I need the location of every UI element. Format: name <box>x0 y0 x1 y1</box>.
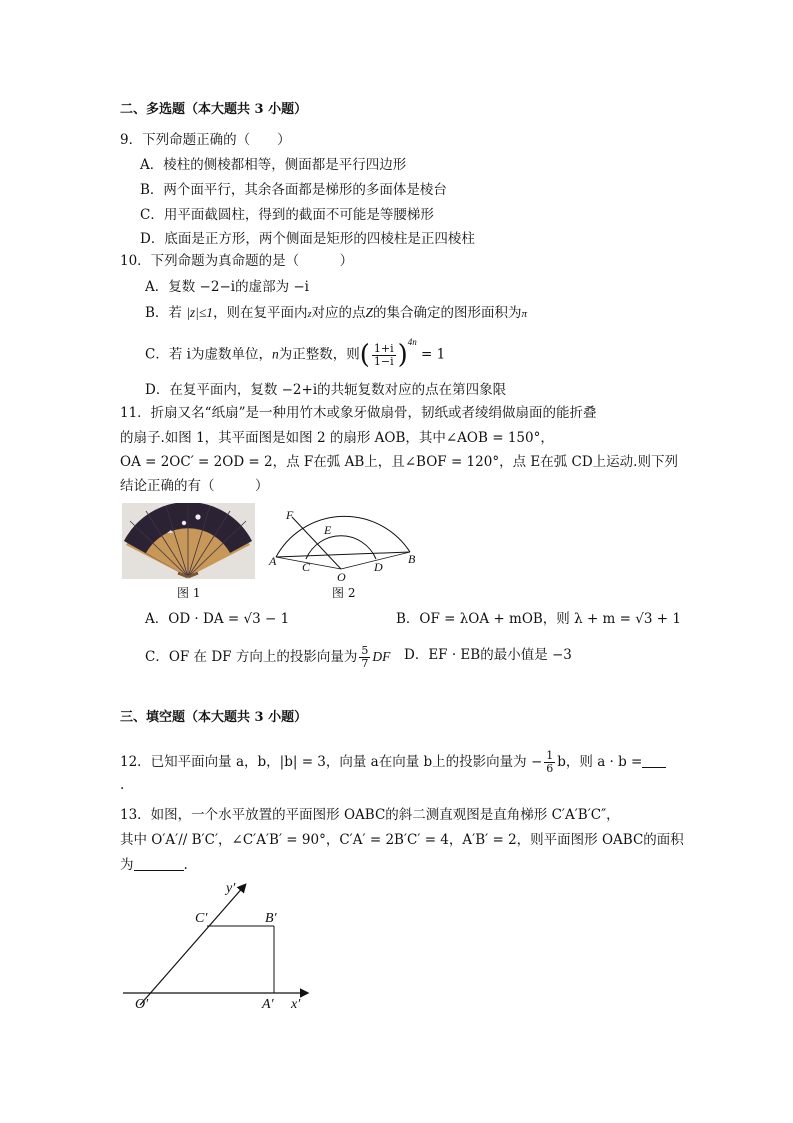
trapezoid-diagram <box>115 875 315 1015</box>
q13-line3 <box>120 855 188 875</box>
q11-option-a: A．OD · DA = √3 − 1 <box>145 611 290 627</box>
q11-c-df: DF <box>372 649 391 664</box>
q10-c-text2: 为正整数，则 <box>278 346 360 363</box>
q13-answer-blank[interactable] <box>134 856 184 871</box>
q12-text1: 12．已知平面向量 a，b，|b| = 3，向量 a在向量 b上的投影向量为 − <box>120 754 543 770</box>
q10-b-pi: π <box>521 308 527 320</box>
label-A: A <box>269 554 277 568</box>
q11-c-fraction: $\frac{5}{7}$ <box>361 644 369 670</box>
q10-option-d: D．在复平面内，复数 −2+i的共轭复数对应的点在第四象限 <box>145 382 507 398</box>
q10-option-c <box>145 337 446 370</box>
q9-option-b: B．两个面平行，其余各面都是梯形的多面体是棱台 <box>140 182 447 198</box>
q10-c-lparen: ( <box>359 340 370 370</box>
q10-b-text3: 对应的点 <box>311 305 366 321</box>
q13-period: . <box>183 857 188 873</box>
q11-line4: 结论正确的有（ ） <box>120 478 269 494</box>
chord-ab <box>276 552 410 557</box>
y-axis <box>140 885 245 1005</box>
q11-option-b: B．OF = λOA + mOB，则 λ + m = √3 + 1 <box>396 611 681 627</box>
q9-option-a: A．棱柱的侧棱都相等，侧面都是平行四边形 <box>140 157 407 173</box>
q10-c-text1: C．若 i为虚数单位， <box>145 346 272 363</box>
section-title-multiple-choice: 二、多选题（本大题共 3 小题） <box>120 102 308 117</box>
q11-option-d: D．EF · EB的最小值是 −3 <box>404 647 572 663</box>
label-o-prime: O′ <box>135 997 149 1012</box>
q10-option-b <box>145 303 527 325</box>
label-x-prime: x′ <box>291 997 301 1012</box>
q13-text: 为 <box>120 857 134 873</box>
sector-diagram <box>266 497 426 597</box>
q10-b-Z: Z <box>365 305 373 320</box>
q10-c-fraction: $\frac{1+i}{1-i}$ <box>373 341 394 368</box>
q11-line3: OA = 2OC′ = 2OD = 2，点 F在弧 AB上，且∠BOF = 120°，点 E在弧 CD上运动.则下列 <box>120 454 678 470</box>
q10-b-text4: 的集合确定的图形面积为 <box>372 305 522 321</box>
label-D: D <box>374 560 383 574</box>
section-title-fill-in: 三、填空题（本大题共 3 小题） <box>120 710 308 725</box>
label-O: O <box>337 570 346 584</box>
q10-stem: 10．下列命题为真命题的是（ ） <box>120 253 354 269</box>
q10-option-a: A．复数 −2−i的虚部为 −i <box>145 279 309 295</box>
q10-b-abs-z: |z|≤1 <box>186 305 214 320</box>
q9-stem: 9．下列命题正确的（ ） <box>120 132 291 148</box>
q9-option-c: C．用平面截圆柱，得到的截面不可能是等腰梯形 <box>140 207 434 223</box>
label-C: C <box>302 560 311 574</box>
q10-c-eq: = 1 <box>421 346 446 363</box>
q9-option-d: D．底面是正方形，两个侧面是矩形的四棱柱是正四棱柱 <box>140 231 475 247</box>
arc-ab <box>276 516 410 557</box>
q10-b-text1: B．若 <box>145 305 187 321</box>
label-b-prime: B′ <box>265 911 277 926</box>
figure-1-caption: 图 1 <box>177 586 201 600</box>
label-c-prime: C′ <box>195 911 208 926</box>
q11-line1: 11．折扇又名“纸扇”是一种用竹木或象牙做扇骨，韧纸或者绫绢做扇面的能折叠 <box>120 405 597 421</box>
label-F: F <box>286 508 294 522</box>
q12-line1 <box>120 750 666 775</box>
label-y-prime: y′ <box>226 881 236 896</box>
q12-answer-blank[interactable] <box>642 753 666 768</box>
folding-fan-photo <box>122 503 255 579</box>
label-a-prime: A′ <box>262 997 274 1012</box>
label-B: B <box>408 552 416 566</box>
q10-b-text2: ，则在复平面内 <box>213 305 308 321</box>
q12-text2: b，则 a · b = <box>557 754 643 770</box>
figure-2-caption: 图 2 <box>332 586 356 600</box>
q11-c-text: C．OF 在 DF 方向上的投影向量为 <box>145 649 358 665</box>
q10-b-z: z <box>307 309 312 320</box>
q10-c-rparen: ) <box>397 340 408 370</box>
q10-c-exponent: 4n <box>407 337 417 347</box>
q13-line2: 其中 O′A′// B′C′，∠C′A′B′ = 90°，C′A′ = 2B′C′ = 4，A′B′ = 2，则平面图形 OABC的面积 <box>120 832 684 848</box>
q12-fraction: $\frac{1}{6}$ <box>546 749 554 775</box>
q11-line2: 的扇子.如图 1，其平面图是如图 2 的扇形 AOB，其中∠AOB = 150°， <box>120 430 554 446</box>
q12-line2: . <box>120 777 125 793</box>
q10-c-n: n <box>271 346 279 362</box>
q11-option-c <box>145 645 390 670</box>
label-E: E <box>324 523 332 537</box>
q13-line1: 13．如图，一个水平放置的平面图形 OABC的斜二测直观图是直角梯形 C′A′B′C″， <box>120 807 620 823</box>
